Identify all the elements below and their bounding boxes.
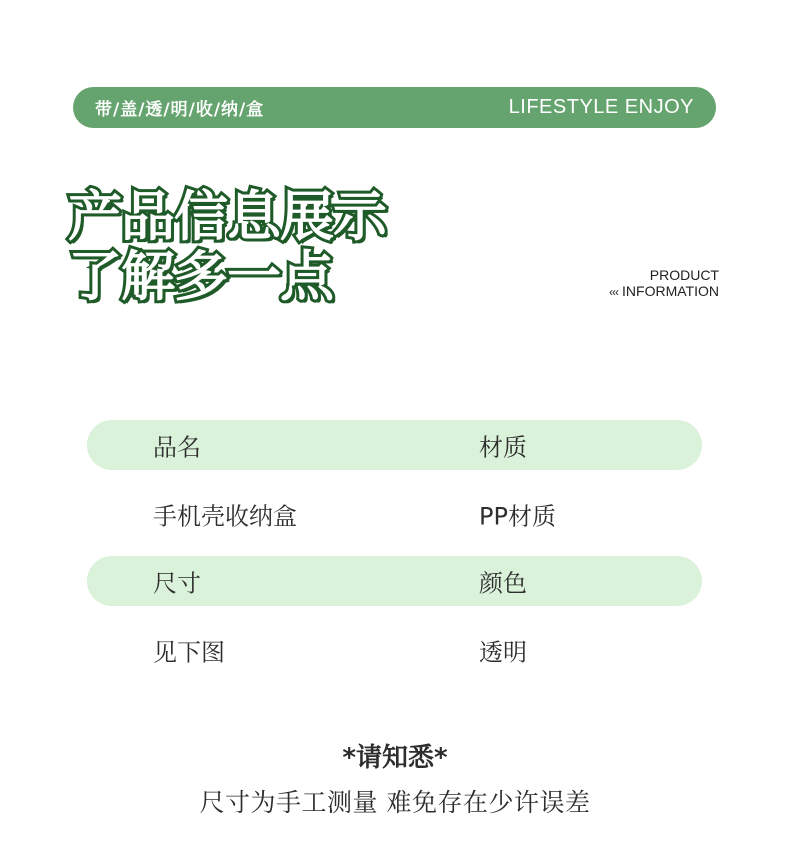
table-cell-size-value: 见下图 bbox=[153, 638, 225, 667]
table-row bbox=[87, 556, 702, 606]
header-product-tagline: 带/盖/透/明/收/纳/盒 bbox=[95, 100, 265, 120]
table-row bbox=[87, 489, 702, 539]
chevron-left-icon: ‹‹‹ bbox=[609, 285, 619, 299]
table-cell-name-header: 品名 bbox=[153, 433, 201, 462]
table-cell-name-value: 手机壳收纳盒 bbox=[153, 502, 297, 531]
table-row bbox=[87, 420, 702, 470]
table-cell-material-header: 材质 bbox=[479, 433, 527, 462]
table-cell-size-header: 尺寸 bbox=[153, 569, 201, 598]
header-banner bbox=[73, 87, 716, 128]
page-title-line-2: 了解多一点 bbox=[68, 245, 333, 308]
page-title-line-1: 产品信息展示 bbox=[68, 185, 386, 248]
product-information-label bbox=[609, 267, 719, 300]
table-cell-color-value: 透明 bbox=[479, 638, 527, 667]
notice-title: *请知悉* bbox=[342, 743, 448, 773]
table-cell-color-header: 颜色 bbox=[479, 569, 527, 598]
product-label: PRODUCT bbox=[649, 267, 719, 283]
information-label: INFORMATION bbox=[622, 283, 719, 299]
table-cell-material-value: PP材质 bbox=[479, 502, 556, 531]
notice-text: 尺寸为手工测量 难免存在少许误差 bbox=[199, 788, 591, 817]
header-lifestyle-label: LIFESTYLE ENJOY bbox=[508, 96, 694, 118]
table-row bbox=[87, 625, 702, 675]
